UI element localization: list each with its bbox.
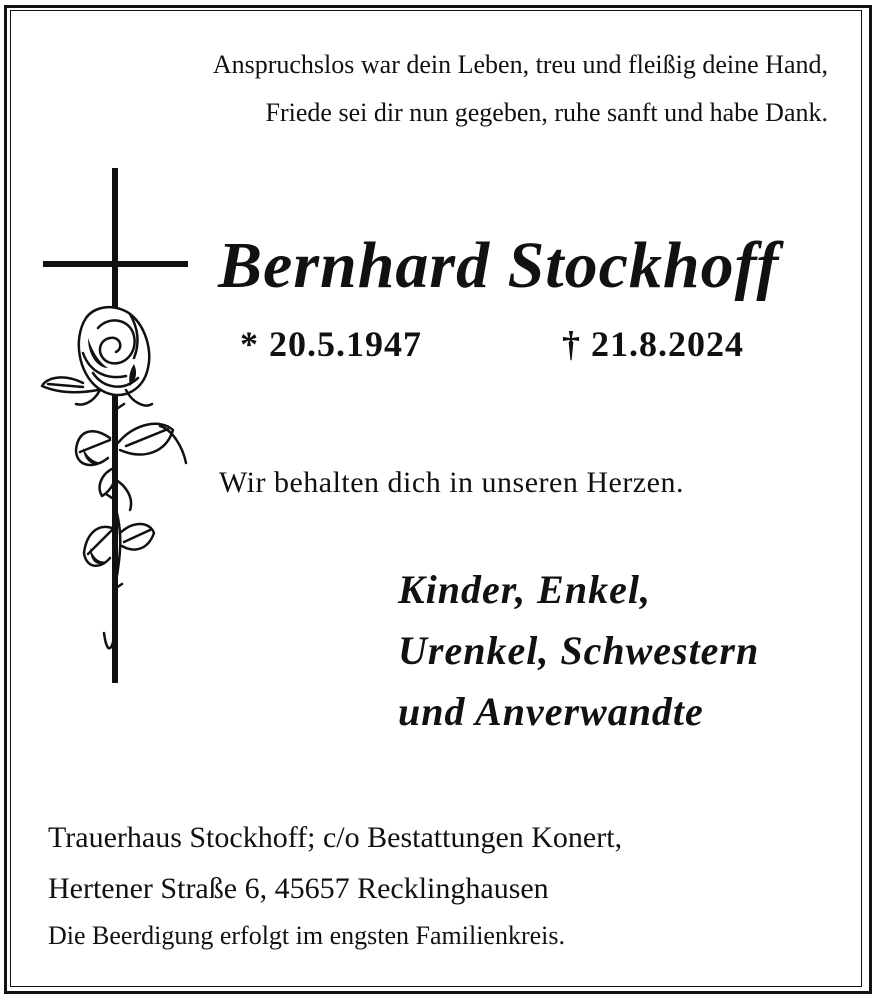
death-date: † 21.8.2024 <box>562 324 744 364</box>
mourners <box>398 559 759 742</box>
address <box>48 812 622 914</box>
cross-with-rose-icon <box>38 168 193 688</box>
poem-line-1: Anspruchslos war dein Leben, treu und fleißig deine Hand, <box>212 50 828 79</box>
poem-line-2: Friede sei dir nun gegeben, ruhe sanft und habe Dank. <box>265 98 828 127</box>
mourners-line-2: Urenkel, Schwestern <box>398 628 760 673</box>
motto: Wir behalten dich in unseren Herzen. <box>219 466 684 499</box>
mourners-line-3: und Anverwandte <box>398 689 704 734</box>
mourners-line-1: Kinder, Enkel, <box>398 567 651 612</box>
deceased-name: Bernhard Stockhoff <box>218 229 780 302</box>
birth-date: * 20.5.1947 <box>240 324 422 364</box>
address-line-1: Trauerhaus Stockhoff; c/o Bestattungen Konert, <box>48 821 623 854</box>
funeral-note: Die Beerdigung erfolgt im engsten Familienkreis. <box>48 921 565 950</box>
address-line-2: Hertener Straße 6, 45657 Recklinghausen <box>48 872 549 905</box>
